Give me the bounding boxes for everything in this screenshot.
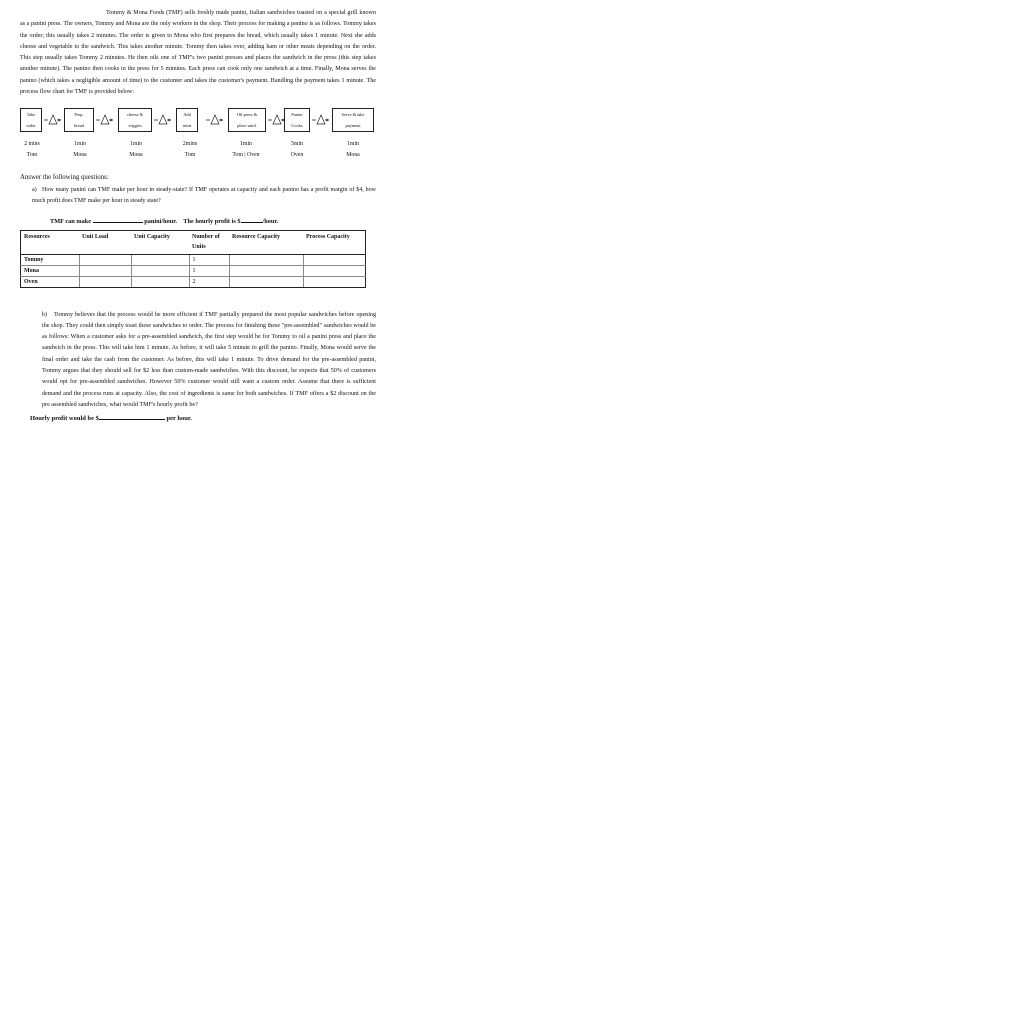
part-a-label: a) xyxy=(32,187,37,193)
part-a-answer-text: The hourly profit is $ xyxy=(183,217,241,225)
unit-capacity-cell[interactable] xyxy=(131,276,189,287)
flow-step-line: bread xyxy=(74,123,84,128)
part-b-answer-line xyxy=(30,413,376,422)
flow-step-time: 5min xyxy=(291,141,303,147)
flow-arrow-inventory-icon xyxy=(96,114,114,126)
part-b-label: b) xyxy=(42,311,48,318)
unit-capacity-cell[interactable] xyxy=(131,265,189,276)
table-header: Resources xyxy=(21,230,80,254)
hourly-profit-blank[interactable] xyxy=(241,216,263,223)
flow-step-line: cheese & xyxy=(126,112,144,117)
table-header: Process Capacity xyxy=(303,230,366,254)
table-row xyxy=(21,254,366,265)
resource-capacity-cell[interactable] xyxy=(229,276,303,287)
number-of-units-cell: 1 xyxy=(189,254,229,265)
part-a-text: How many panini can TMF make per hour in steady-state? If TMF operates at capacity and each panino has a profit margin of $4, how much profit does TMF make per hour in steady state? xyxy=(32,187,376,205)
flow-step-time: 2mins xyxy=(182,141,198,147)
number-of-units-cell: 2 xyxy=(189,276,229,287)
flow-step-line: order xyxy=(26,123,36,128)
flow-step-resource: Oven xyxy=(290,152,304,158)
resource-capacity-cell[interactable] xyxy=(229,254,303,265)
table-row xyxy=(21,265,366,276)
part-b-answer-text: Hourly profit would be $ xyxy=(30,415,99,423)
flow-step-line: Prep. xyxy=(74,112,84,117)
flow-step-cheese-veggies xyxy=(118,108,152,132)
flow-step-resource: Mona xyxy=(346,152,360,158)
part-b-text: Tommy believes that the process would be more efficient if TMF partially prepared the most popular sandwiches before opening the shop. They could then simply toast these sandwiches to order. The process for finishing these "pre-assembled" sandwiches would be as follows: When a customer asks for a pre-assembled sandwich, the first step would be for Tommy to oil a panini press and place the sandwich in the press. This will take him 1 minute. As before, it will take 5 minute to grill the panino. Finally, Mona would serve the final order and take the cash from the customer. As before, this will take 1 minute. To drive demand for the pre-assembled panini, Tommy argues that they should sell for $2 less than custom-made sandwiches. With this discount, he expects that 50% of customers would opt for pre-assembled sandwiches. However 50% customer would still want a custom order. Assume that there is sufficient demand and the process runs at capacity. Also, the cost of ingredients is same for both sandwiches. If TMF offers a $2 discount on the pre assembled sandwiches, what would TMF's hourly profit be? xyxy=(42,311,376,408)
flow-step-line: Serve & take xyxy=(341,112,365,117)
flow-step-panini-cooks xyxy=(284,108,310,132)
flow-step-resource: Tom xyxy=(184,152,196,158)
panini-per-hour-blank[interactable] xyxy=(93,216,143,223)
flow-step-time: 1min xyxy=(240,141,252,147)
flow-step-add-meat xyxy=(176,108,198,132)
flow-step-time: 1min xyxy=(74,141,86,147)
resource-capacity-cell[interactable] xyxy=(229,265,303,276)
flow-step-resource: Tom xyxy=(26,152,38,158)
flow-step-prep-bread xyxy=(64,108,94,132)
part-a-answer-line xyxy=(50,216,376,225)
part-b-answer-text: per hour. xyxy=(166,415,192,423)
answer-heading: Answer the following questions: xyxy=(20,174,109,181)
resource-cell: Mona xyxy=(21,265,80,276)
table-header: Resource Capacity xyxy=(229,230,303,254)
capacity-table xyxy=(20,230,366,288)
intro-paragraph xyxy=(20,8,376,98)
flow-arrow-inventory-icon xyxy=(44,114,62,126)
part-a-answer-text: TMF can make xyxy=(50,217,92,225)
process-capacity-cell[interactable] xyxy=(303,276,366,287)
hourly-profit-b-blank[interactable] xyxy=(99,413,165,420)
part-a-question xyxy=(32,185,376,208)
flow-step-resource: Mona xyxy=(129,152,143,158)
flow-step-serve-payment xyxy=(332,108,374,132)
table-header: Number of Units xyxy=(189,230,229,254)
flow-step-line: Panini xyxy=(291,112,303,117)
flow-arrow-inventory-icon xyxy=(154,114,172,126)
flow-step-resource: Tom | Oven xyxy=(232,152,260,158)
flow-step-line: Take xyxy=(26,112,36,117)
unit-load-cell[interactable] xyxy=(79,276,131,287)
unit-capacity-cell[interactable] xyxy=(131,254,189,265)
flow-step-time: 1min xyxy=(347,141,359,147)
resource-cell: Oven xyxy=(21,276,80,287)
flow-step-line: Cooks xyxy=(291,123,303,128)
flow-step-time: 2 mins xyxy=(24,141,40,147)
document-page xyxy=(20,8,376,422)
flow-arrow-inventory-icon xyxy=(206,114,224,126)
flow-step-oil-press xyxy=(228,108,266,132)
flow-step-time: 1min xyxy=(130,141,142,147)
flow-step-line: payment xyxy=(345,123,361,128)
table-header: Unit Capacity xyxy=(131,230,189,254)
flow-arrow-inventory-icon xyxy=(312,114,330,126)
part-a-answer-text: panini/hour. xyxy=(144,217,178,225)
flow-step-resource: Mona xyxy=(73,152,87,158)
flow-step-line: Oil press & xyxy=(236,112,258,117)
table-header-row xyxy=(21,230,366,254)
intro-text: Tommy & Mona Foods (TMF) sells freshly made panini, Italian sandwiches toasted on a special grill known as a panini press. The owners, Tommy and Mona are the only workers in the shop. Their process for making a panino is as follows. Tommy takes the order; this usually takes 2 minutes. The order is given to Mona who first prepares the bread, which usually takes 1 minute. Next she adds cheese and vegetable to the sandwich. This takes another minute. Tommy then takes over, adding ham or other meats depending on the order. This step usually takes Tommy 2 minutes. He then oils one of TMF's two panini presses and places the sandwich in the press (this step takes another minute). The panino then cooks in the press for 5 minutes. Each press can cook only one sandwich at a time. Finally, Mona serves the panino (which takes a negligible amount of time) to the customer and takes the customer's payment. Handling the payment takes 1 minute. The process flow chart for TMF is provided below: xyxy=(20,10,376,95)
number-of-units-cell: 1 xyxy=(189,265,229,276)
resource-cell: Tommy xyxy=(21,254,80,265)
flow-step-line: Add xyxy=(183,112,191,117)
part-a-answer-text: /hour. xyxy=(262,217,279,225)
process-capacity-cell[interactable] xyxy=(303,265,366,276)
flow-step-line: place sand. xyxy=(237,123,257,128)
process-capacity-cell[interactable] xyxy=(303,254,366,265)
process-flow-chart xyxy=(20,108,376,170)
flow-step-line: veggies xyxy=(128,123,142,128)
unit-load-cell[interactable] xyxy=(79,254,131,265)
flow-step-line: meat xyxy=(182,123,192,128)
part-b-question xyxy=(42,310,376,412)
table-header: Unit Load xyxy=(79,230,131,254)
table-row xyxy=(21,276,366,287)
flow-step-take-order xyxy=(20,108,42,132)
unit-load-cell[interactable] xyxy=(79,265,131,276)
